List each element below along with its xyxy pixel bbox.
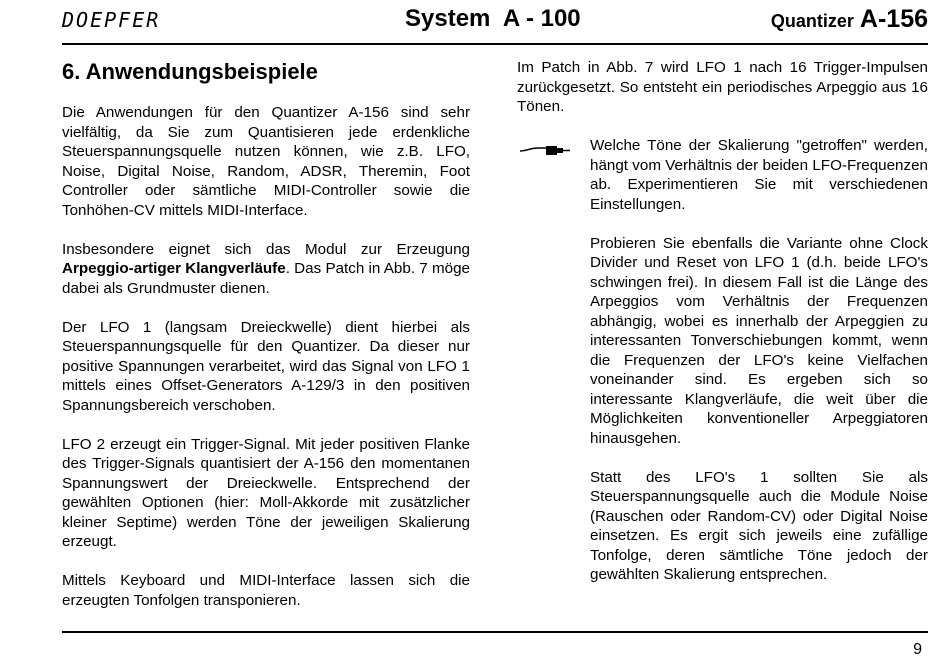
note-paragraph-3: Statt des LFO's 1 sollten Sie als Steuerspannungsquelle auch die Module Noise (Rauschen oder Random-CV) oder Digital Noise einsetzen. Es ergit sich jeweils eine zufällige Tonfolge, deren sämtliche Töne jedoch der gewählten Skalierung entsprechen.: [590, 468, 928, 583]
page-number: 9: [913, 641, 922, 658]
paragraph-arpeggio-text-1: Insbesondere eignet sich das Modul zur Erzeugung: [62, 240, 470, 258]
paragraph-patch-reset: Im Patch in Abb. 7 wird LFO 1 nach 16 Trigger-Impulsen zurückgesetzt. So entsteht ein periodisches Arpeggio aus 16 Tönen.: [517, 59, 928, 115]
paragraph-applications: Die Anwendungen für den Quantizer A-156 sind sehr vielfältig, da Sie zum Quantisieren jede erdenkliche Steuerspannungsquelle nutzen können, wie z.B. LFO, Noise, Digital Noise, Random, ADSR, Theremin, Foot Controller oder sämtliche MIDI-Controller sowie die Tonhöhen-CV mittels MIDI-Interface.: [62, 104, 470, 219]
doepfer-logo: DOEPFER: [62, 8, 161, 32]
module-title: [771, 5, 928, 34]
right-column: [517, 58, 928, 604]
paragraph-transpose: Mittels Keyboard und MIDI-Interface lassen sich die erzeugten Tonfolgen transponieren.: [62, 572, 470, 609]
section-heading: 6. Anwendungsbeispiele: [62, 59, 318, 84]
system-title: System A - 100: [405, 5, 581, 32]
paragraph-lfo2: LFO 2 erzeugt ein Trigger-Signal. Mit jeder positiven Flanke des Trigger-Signals quantisiert der A-156 den momentanen Spannungswert der Dreieckwelle. Entsprechend der gewählten Optionen (hier: Moll-Akkorde mit zusätzlicher kleiner Septime) werden Töne der jeweiligen Skalierung erzeugt.: [62, 435, 470, 550]
paragraph-arpeggio-bold: Arpeggio-artiger Klangverläufe: [62, 260, 286, 277]
paragraph-arpeggio: [62, 240, 470, 299]
left-column: [62, 57, 470, 630]
cable-plug-icon: [519, 144, 571, 160]
note-block: [517, 136, 928, 214]
note-paragraph-1: Welche Töne der Skalierung "getroffen" werden, hängt vom Verhältnis der beiden LFO-Frequenzen ab. Experimentieren Sie mit verschiedenen Einstellungen.: [590, 137, 928, 213]
paragraph-lfo1: Der LFO 1 (langsam Dreieckwelle) dient hierbei als Steuerspannungsquelle für den Quantizer. Da dieser nur positive Spannungen verarbeitet, wird das Signal von LFO 1 mittels eines Offset-Generators A-129/3 in den positiven Spannungsbereich verschoben.: [62, 318, 470, 414]
page-header: [62, 0, 928, 40]
header-divider: [62, 43, 928, 45]
paragraph-arpeggio-text-2: . Das Patch in Abb. 7 möge dabei als Grundmuster dienen.: [62, 260, 470, 297]
module-prefix: Quantizer: [770, 11, 854, 31]
module-number: A-156: [859, 5, 928, 33]
note-paragraph-2: Probieren Sie ebenfalls die Variante ohne Clock Divider und Reset von LFO 1 (d.h. beide LFO's schwingen frei). In diesem Fall ist die Länge des Arpeggios vom Verhältnis der Frequenzen abhängig, wobei es innerhalb der Arpeggien zu interessanten Tonverschiebungen kommt, wenn die Frequenzen der LFO's keine Vielfachen voneinander sind. Es ergeben sich so interessante Klangverläufe, die weit über die Möglichkeiten konventioneller Arpeggiatoren hinausgehen.: [590, 234, 928, 447]
footer-divider: [62, 631, 928, 633]
